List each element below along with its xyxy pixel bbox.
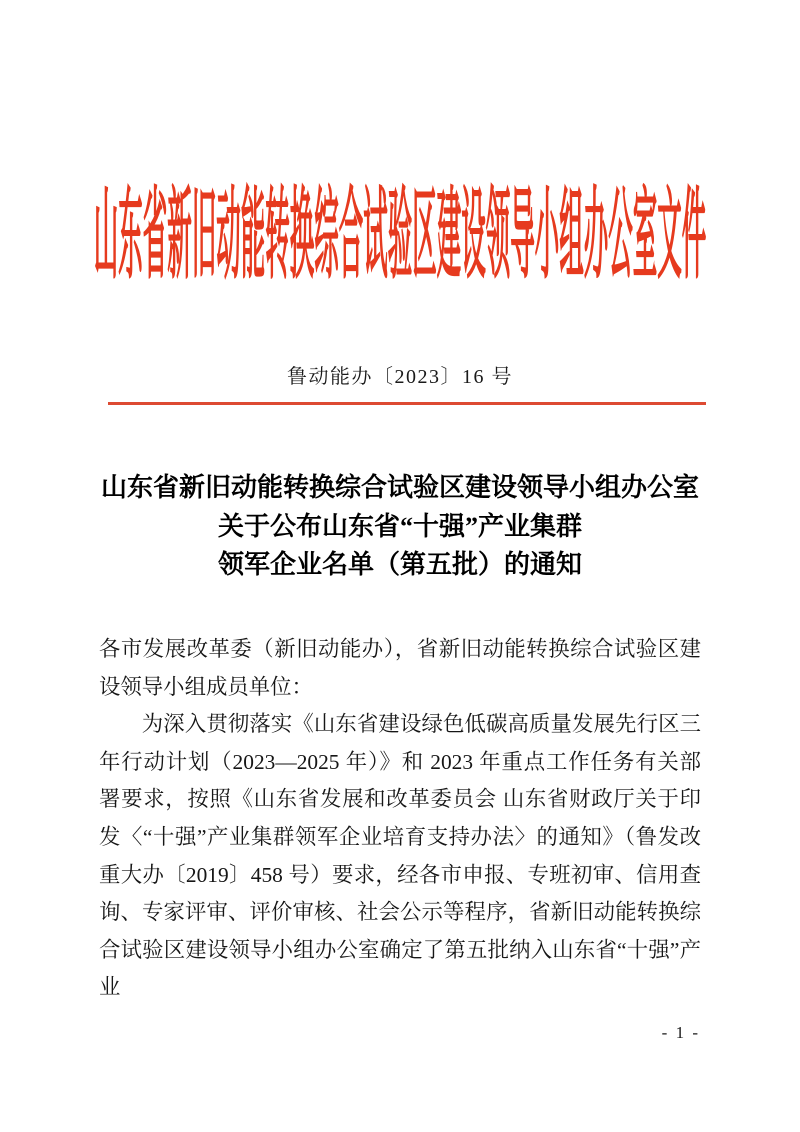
document-title-line-3: 领军企业名单（第五批）的通知 [217,550,582,579]
salutation: 各市发展改革委（新旧动能办），省新旧动能转换综合试验区建设领导小组成员单位： [99,637,701,699]
body-paragraph-1: 为深入贯彻落实《山东省建设绿色低碳高质量发展先行区三年行动计划（2023—2025 年）》和 2023 年重点工作任务有关部署要求，按照《山东省发展和改革委员会 山东省财政厅关于印发〈“十强”产业集群领军企业培育支持办法〉的通知》（鲁发改重大办〔2019〕458 号）要求，经各市申报、专班初审、信用查询、专家评审、评价审核、社会公示等程序，省新旧动能转换综合试验区建设领导小组办公室确定了第五批纳入山东省“十强”产业 [99,712,701,1000]
document-body [99,631,701,1007]
document-title-line-2: 关于公布山东省“十强”产业集群 [217,511,582,541]
page-number: - 1 - [661,1023,700,1042]
red-header-banner [0,180,800,291]
document-title [0,469,800,585]
red-divider-line [108,402,706,405]
document-title-line-1: 山东省新旧动能转换综合试验区建设领导小组办公室 [100,473,699,502]
red-header-banner-text: 山东省新旧动能转换综合试验区建设领导小组办公室文件 [93,180,707,291]
doc-reference-number: 鲁动能办〔2023〕16 号 [287,366,513,388]
